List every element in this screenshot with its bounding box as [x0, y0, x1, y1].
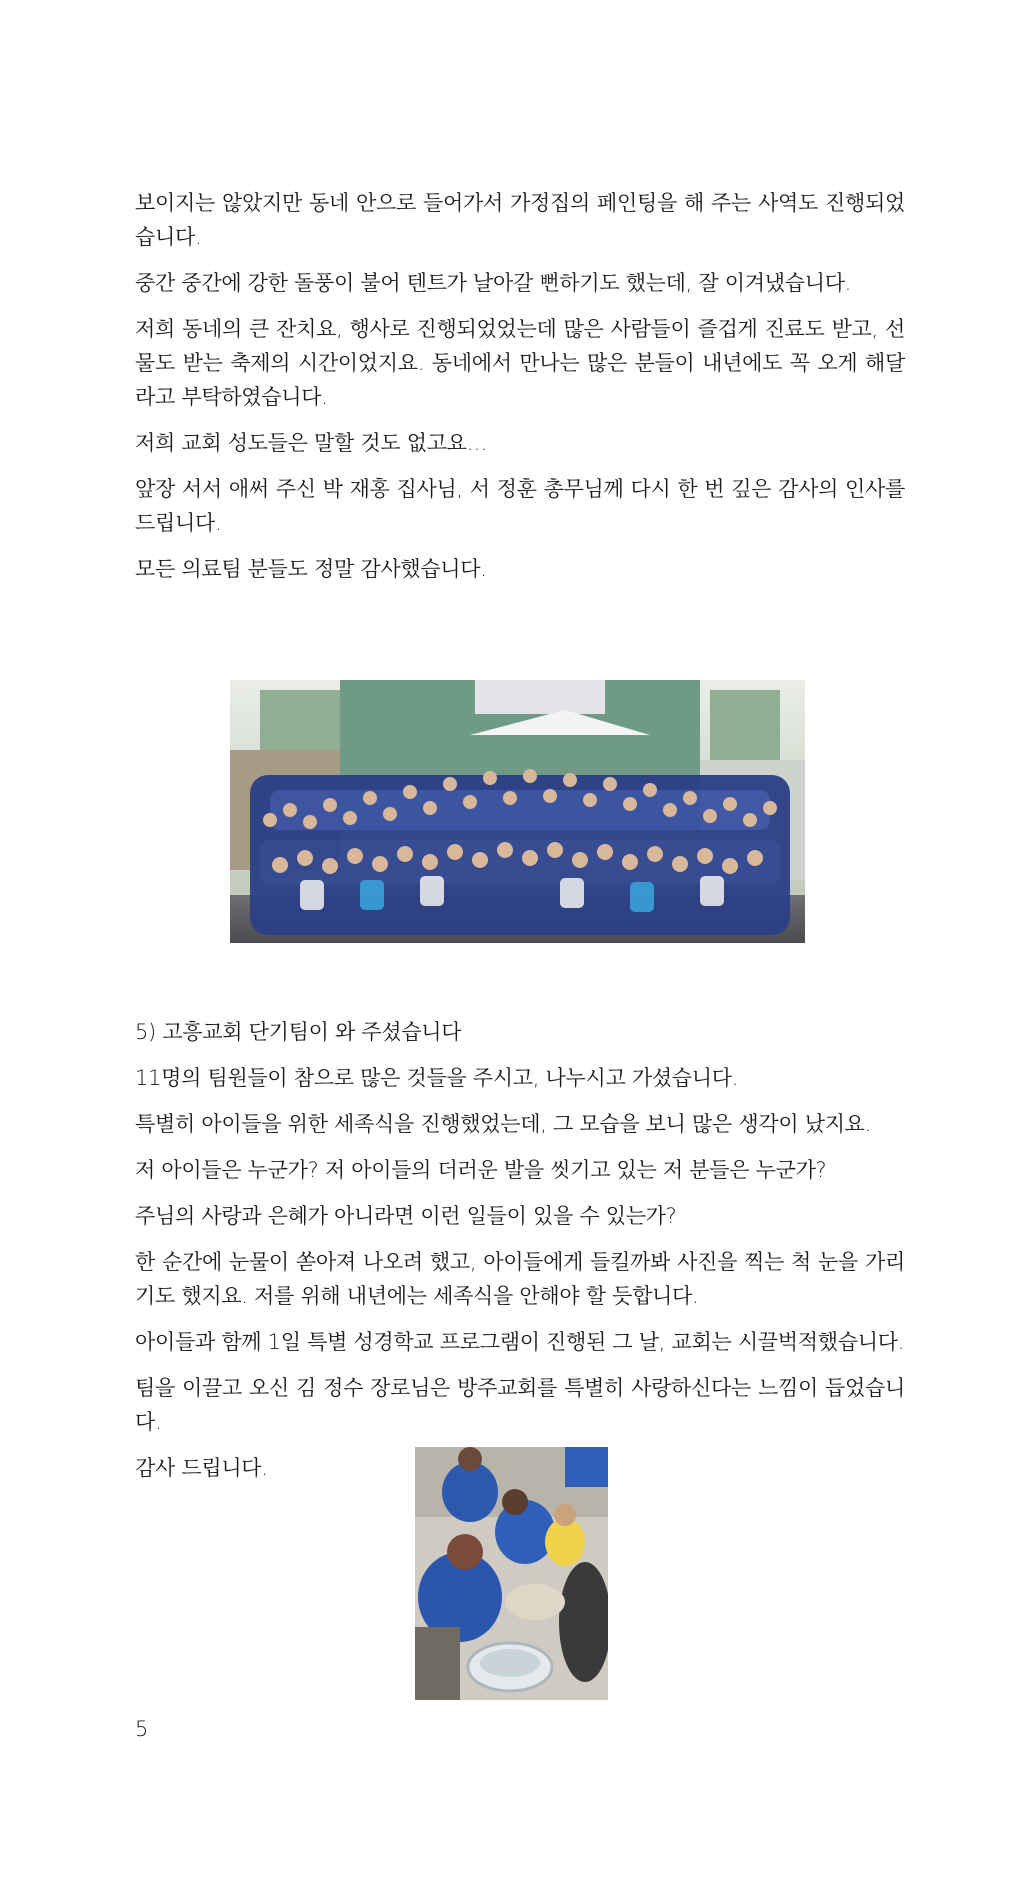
paragraph: 11명의 팀원들이 참으로 많은 것들을 주시고, 나누시고 가셨습니다.	[135, 1066, 739, 1090]
paragraph: 저희 동네의 큰 잔치요, 행사로 진행되었었는데 많은 사람들이 즐겁게 진료도 받고, 선물도 받는 축제의 시간이었지요. 동네에서 만나는 많은 분들이 내년에도 꼭 오게 해달라고 부탁하였습니다.	[135, 317, 905, 409]
foot-washing-photo	[415, 1447, 608, 1700]
group-photo	[230, 680, 805, 943]
section-short-term-team	[135, 1015, 905, 1497]
foot-washing-photo-image	[415, 1447, 608, 1700]
paragraph: 주님의 사랑과 은혜가 아니라면 이런 일들이 있을 수 있는가?	[135, 1204, 677, 1228]
paragraph: 특별히 아이들을 위한 세족식을 진행했었는데, 그 모습을 보니 많은 생각이 났지요.	[135, 1112, 872, 1136]
paragraph: 감사 드립니다.	[135, 1456, 268, 1480]
paragraph: 보이지는 않았지만 동네 안으로 들어가서 가정집의 페인팅을 해 주는 사역도 진행되었습니다.	[135, 191, 905, 249]
paragraph: 모든 의료팀 분들도 정말 감사했습니다.	[135, 557, 487, 581]
paragraph: 저 아이들은 누군가? 저 아이들의 더러운 발을 씻기고 있는 저 분들은 누군가?	[135, 1158, 827, 1182]
page-number: 5	[135, 1717, 149, 1741]
section-medical-mission	[135, 186, 905, 598]
paragraph: 한 순간에 눈물이 쏟아져 나오려 했고, 아이들에게 들킬까봐 사진을 찍는 척 눈을 가리기도 했지요. 저를 위해 내년에는 세족식을 안해야 할 듯합니다.	[135, 1250, 905, 1308]
paragraph: 팀을 이끌고 오신 김 정수 장로님은 방주교회를 특별히 사랑하신다는 느낌이 듭었습니다.	[135, 1376, 905, 1434]
section-heading: 5) 고흥교회 단기팀이 와 주셨습니다	[135, 1020, 462, 1044]
paragraph: 중간 중간에 강한 돌풍이 불어 텐트가 날아갈 뻔하기도 했는데, 잘 이겨냈습니다.	[135, 271, 852, 295]
paragraph: 아이들과 함께 1일 특별 성경학교 프로그램이 진행된 그 날, 교회는 시끌벅적했습니다.	[135, 1330, 905, 1354]
paragraph: 저희 교회 성도들은 말할 것도 없고요…	[135, 431, 488, 455]
group-photo-image	[230, 680, 805, 943]
paragraph: 앞장 서서 애써 주신 박 재홍 집사님, 서 정훈 총무님께 다시 한 번 깊은 감사의 인사를 드립니다.	[135, 477, 905, 535]
